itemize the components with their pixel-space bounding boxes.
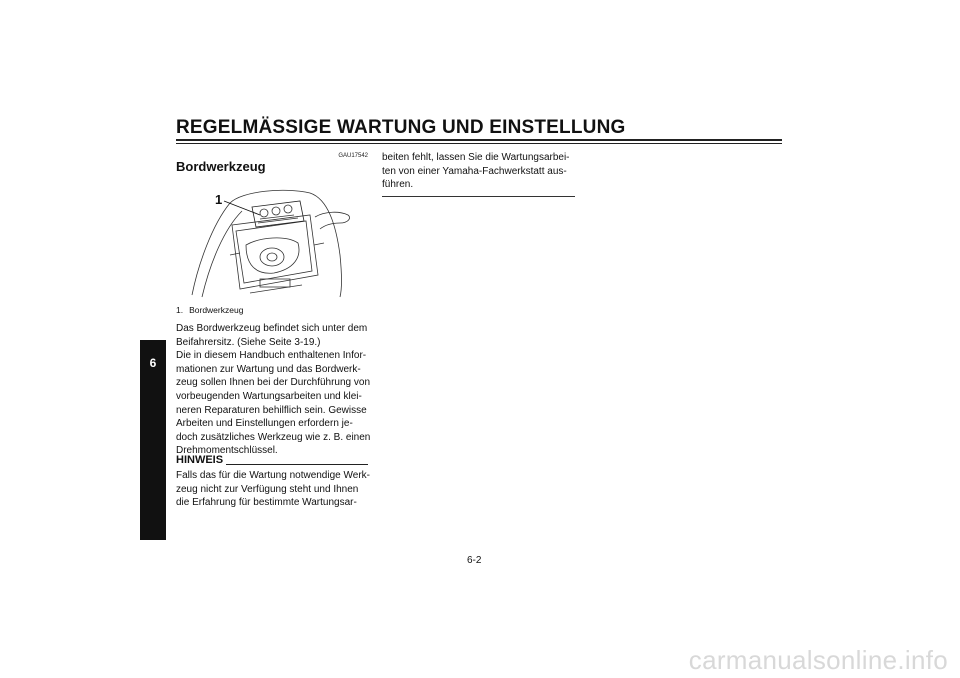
text-line: Drehmomentschlüssel.: [176, 445, 278, 457]
section-reference-code: GAU17542: [338, 153, 368, 159]
body-text-right: [382, 151, 578, 192]
watermark: carmanualsonline.info: [688, 645, 948, 675]
text-line: vorbeugenden Wartungsarbeiten und klei-: [176, 390, 362, 402]
text-line: Falls das für die Wartung notwendige Werk-: [176, 470, 370, 481]
note-heading-label: HINWEIS: [176, 454, 224, 466]
note-heading: [176, 453, 368, 467]
page-number: 6-2: [467, 555, 482, 566]
figure-caption: [176, 305, 243, 315]
text-line: zeug nicht zur Verfügung steht und Ihnen: [176, 483, 359, 495]
text-line: Arbeiten und Einstellungen erfordern je-: [176, 418, 353, 430]
chapter-tab-number: 6: [149, 356, 157, 370]
caption-label: Bordwerkzeug: [189, 305, 244, 315]
section-title: Bordwerkzeug: [176, 159, 266, 174]
page-header-title: REGELMÄSSIGE WARTUNG UND EINSTELLUNG: [176, 117, 626, 138]
text-line: Das Bordwerkzeug befindet sich unter dem: [176, 323, 368, 334]
body-text-left: [176, 322, 372, 458]
text-line: mationen zur Wartung und das Bordwerk-: [176, 363, 361, 375]
header-rule-thick: [176, 139, 782, 141]
text-line: Die in diesem Handbuch enthaltenen Infor-: [176, 350, 367, 362]
text-line: beiten fehlt, lassen Sie die Wartungsarbei-: [382, 152, 570, 163]
caption-number: 1.: [176, 305, 184, 315]
text-line: zeug sollen Ihnen bei der Durchführung von: [176, 377, 371, 389]
note-end-rule: [382, 196, 575, 197]
chapter-tab: [140, 340, 166, 540]
note-body: [176, 469, 372, 510]
text-line: die Erfahrung für bestimmte Wartungsar-: [176, 497, 357, 509]
text-line: ten von einer Yamaha-Fachwerkstatt aus-: [382, 165, 567, 177]
note-heading-rule: [226, 464, 368, 465]
text-line: führen.: [382, 179, 414, 191]
text-line: Beifahrersitz. (Siehe Seite 3-19.): [176, 336, 321, 348]
text-line: doch zusätzliches Werkzeug wie z. B. einen: [176, 431, 371, 443]
figure-callout-number: 1: [215, 192, 223, 207]
header-rule-thin: [176, 143, 782, 144]
text-line: neren Reparaturen behilflich sein. Gewisse: [176, 404, 367, 416]
